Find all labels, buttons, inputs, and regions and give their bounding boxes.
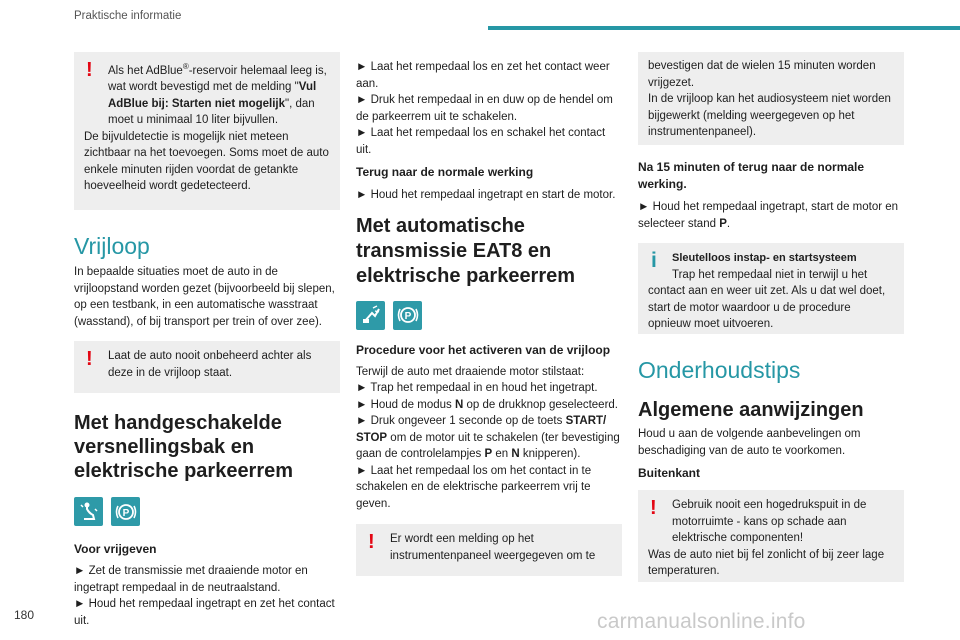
intro-paragraph: In bepaalde situaties moet de auto in de vrijloopstand worden gezet (bijvoorbeeld bij slepen, op een testbank, in een automatische wasstraat (wasstand), of bij transport per trein of over zee). <box>74 266 335 328</box>
warning-box-unattended: ! Laat de auto nooit onbeheerd achter als deze in de vrijloop staat. <box>74 341 340 393</box>
release-step-2: ► Houd het rempedaal ingetrapt en zet het contact uit. <box>74 598 335 627</box>
procedure-intro: Terwijl de auto met draaiende motor stilstaat: <box>356 365 585 378</box>
warning-icon: ! <box>650 497 657 519</box>
column-3 <box>638 52 904 582</box>
header-accent-bar <box>488 26 960 30</box>
procedure-step-4: ► Laat het rempedaal los om het contact in te schakelen en de elektrische parkeerrem vrij te geven. <box>356 464 592 510</box>
procedure-step-3: ► Druk ongeveer 1 seconde op de toets START/ STOP om de motor uit te schakelen (ter bevestiging gaan de controlelampjes P en N knipperen). <box>356 415 620 460</box>
back-step: ► Houd het rempedaal ingetrapt en start de motor. <box>356 189 616 201</box>
step-1: ► Laat het rempedaal los en zet het contact weer aan. <box>356 61 610 90</box>
svg-text:P: P <box>122 507 129 519</box>
step-3: ► Laat het rempedaal los en schakel het contact uit. <box>356 127 606 156</box>
running-header: Praktische informatie <box>74 10 182 22</box>
column-2 <box>356 59 622 576</box>
step-2: ► Druk het rempedaal in en duw op de hendel om de parkeerrem uit te schakelen. <box>356 94 613 123</box>
after-step: ► Houd het rempedaal ingetrapt, start de motor en selecteer stand P. <box>638 201 899 230</box>
warning-icon: ! <box>86 59 93 81</box>
back-title: Terug naar de normale werking <box>356 165 534 179</box>
subheading-general: Algemene aanwijzingen <box>638 399 864 421</box>
warning-box-outside: ! Gebruik nooit een hogedrukspuit in de motorruimte - kans op schade aan elektrische componenten! Was de auto niet bij fel zonlicht of bij zeer lage temperaturen. <box>638 490 904 582</box>
warning-icon: ! <box>86 348 93 370</box>
icon-row <box>356 301 622 330</box>
subheading-automatic: Met automatische transmissie EAT8 en elektrische parkeerrem <box>356 214 576 287</box>
svg-text:P: P <box>404 311 411 322</box>
procedure-step-2: ► Houd de modus N op de drukknop geselecteerd. <box>356 398 618 411</box>
warning-box-continued: bevestigen dat de wielen 15 minuten worden vrijgezet. In de vrijloop kan het audiosysteem niet worden bijgewerkt (melding weergegeven op het instrumentenpaneel). <box>638 52 904 145</box>
icon-row <box>74 497 340 526</box>
procedure-title: Procedure voor het activeren van de vrijloop <box>356 342 611 357</box>
subheading-manual: Met handgeschakelde versnellingsbak en elektrische parkeerrem <box>74 412 294 482</box>
info-box-keyless: i Sleutelloos instap- en startsysteem Trap het rempedaal niet in terwijl u het contact aan en weer uit zet. Als u dat wel doet, start de motor waardoor u de procedure opnieuw moet uitvoeren. <box>638 243 904 334</box>
warning-icon: ! <box>368 531 375 553</box>
warning-box-message: ! Er wordt een melding op het instrumentenpaneel weergegeven om te <box>356 524 622 576</box>
parking-brake-icon <box>393 301 422 330</box>
watermark[interactable]: carmanualsonline.info <box>597 610 806 633</box>
gear-lever-icon <box>74 497 103 526</box>
section-heading-vrijloop: Vrijloop <box>74 233 150 259</box>
release-title: Voor vrijgeven <box>74 542 157 556</box>
procedure-step-1: ► Trap het rempedaal in en houd het ingetrapt. <box>356 382 598 394</box>
warning-box-adblue: ! Als het AdBlue®-reservoir helemaal leeg is, wat wordt bevestigd met de melding "Vul AdBlue bij: Starten niet mogelijk", dan moet u minimaal 10 liter bijvullen. De bijvuldetectie is mogelijk niet meteen zichtbaar na het toevoegen. Soms moet de auto enkele minuten rijden voordat de getankte hoeveelheid wordt gedetecteerd. <box>74 52 340 210</box>
parking-brake-icon <box>111 497 140 526</box>
outside-title: Buitenkant <box>638 466 701 480</box>
release-step-1: ► Zet de transmissie met draaiende motor en ingetrapt rempedaal in de neutraalstand. <box>74 565 308 594</box>
general-text: Houd u aan de volgende aanbevelingen om beschadiging van de auto te voorkomen. <box>638 428 861 457</box>
info-icon: i <box>651 249 657 272</box>
column-1 <box>74 52 340 629</box>
section-heading-onderhoudstips: Onderhoudstips <box>638 357 801 383</box>
gear-selector-icon <box>356 301 385 330</box>
after-title: Na 15 minuten of terug naar de normale werking. <box>638 160 865 191</box>
page-number: 180 <box>14 608 35 622</box>
